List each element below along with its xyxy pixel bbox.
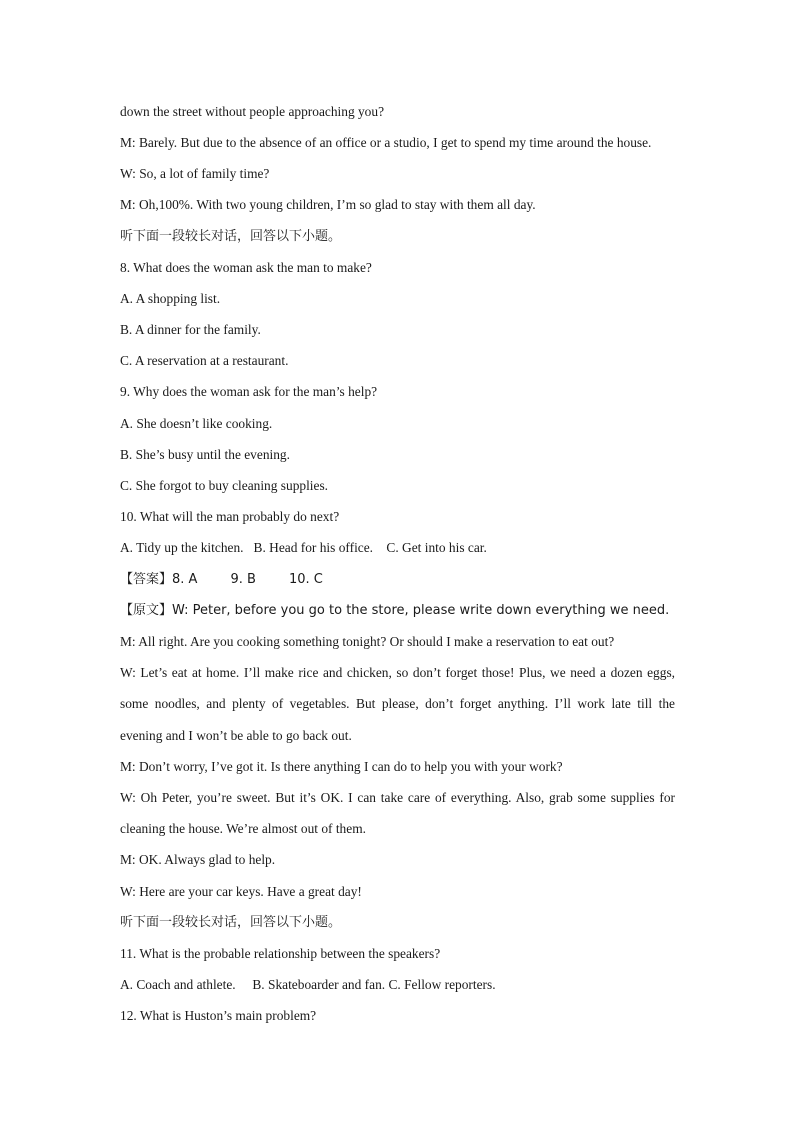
transcript-line: M: OK. Always glad to help.: [120, 852, 276, 867]
transcript-line: W: Here are your car keys. Have a great day!: [120, 884, 362, 899]
question-9-option-a: A. She doesn’t like cooking.: [120, 416, 273, 431]
dialogue-line: down the street without people approaching you?: [120, 104, 385, 119]
question-10-options: A. Tidy up the kitchen. B. Head for his office. C. Get into his car.: [120, 540, 487, 555]
question-8-option-b: B. A dinner for the family.: [120, 322, 261, 337]
transcript-line: M: All right. Are you cooking something tonight? Or should I make a reservation to eat out?: [120, 634, 615, 649]
transcript-line: W: Let’s eat at home. I’ll make rice and chicken, so don’t forget those! Plus, we need a dozen eggs,: [120, 665, 675, 680]
transcript-line: evening and I won’t be able to go back out.: [120, 728, 352, 743]
transcript-line: W: Oh Peter, you’re sweet. But it’s OK. I can take care of everything. Also, grab some supplies for: [120, 790, 675, 805]
transcript-line: cleaning the house. We’re almost out of them.: [120, 821, 366, 836]
question-8-option-a: A. A shopping list.: [120, 291, 221, 306]
section-instruction: 听下面一段较长对话，回答以下小题。: [120, 229, 342, 244]
question-12: 12. What is Huston’s main problem?: [120, 1008, 317, 1023]
dialogue-line: W: So, a lot of family time?: [120, 166, 270, 181]
question-9-option-b: B. She’s busy until the evening.: [120, 447, 290, 462]
question-8-option-c: C. A reservation at a restaurant.: [120, 353, 289, 368]
dialogue-line: M: Barely. But due to the absence of an office or a studio, I get to spend my time around the house.: [120, 135, 652, 150]
dialogue-line: M: Oh,100%. With two young children, I’m so glad to stay with them all day.: [120, 197, 536, 212]
transcript-line: some noodles, and plenty of vegetables. But please, don’t forget anything. I’ll work late till the: [120, 696, 675, 711]
transcript-line: M: Don’t worry, I’ve got it. Is there anything I can do to help you with your work?: [120, 759, 563, 774]
question-8: 8. What does the woman ask the man to make?: [120, 260, 372, 275]
transcript-start: 【原文】W: Peter, before you go to the store, please write down everything we need.: [120, 603, 670, 618]
answer-key: 【答案】8. A 9. B 10. C: [120, 572, 323, 587]
question-11-options: A. Coach and athlete. B. Skateboarder and fan. C. Fellow reporters.: [120, 977, 496, 992]
question-10: 10. What will the man probably do next?: [120, 509, 340, 524]
question-9-option-c: C. She forgot to buy cleaning supplies.: [120, 478, 329, 493]
question-9: 9. Why does the woman ask for the man’s help?: [120, 384, 378, 399]
section-instruction: 听下面一段较长对话，回答以下小题。: [120, 915, 342, 930]
question-11: 11. What is the probable relationship between the speakers?: [120, 946, 441, 961]
